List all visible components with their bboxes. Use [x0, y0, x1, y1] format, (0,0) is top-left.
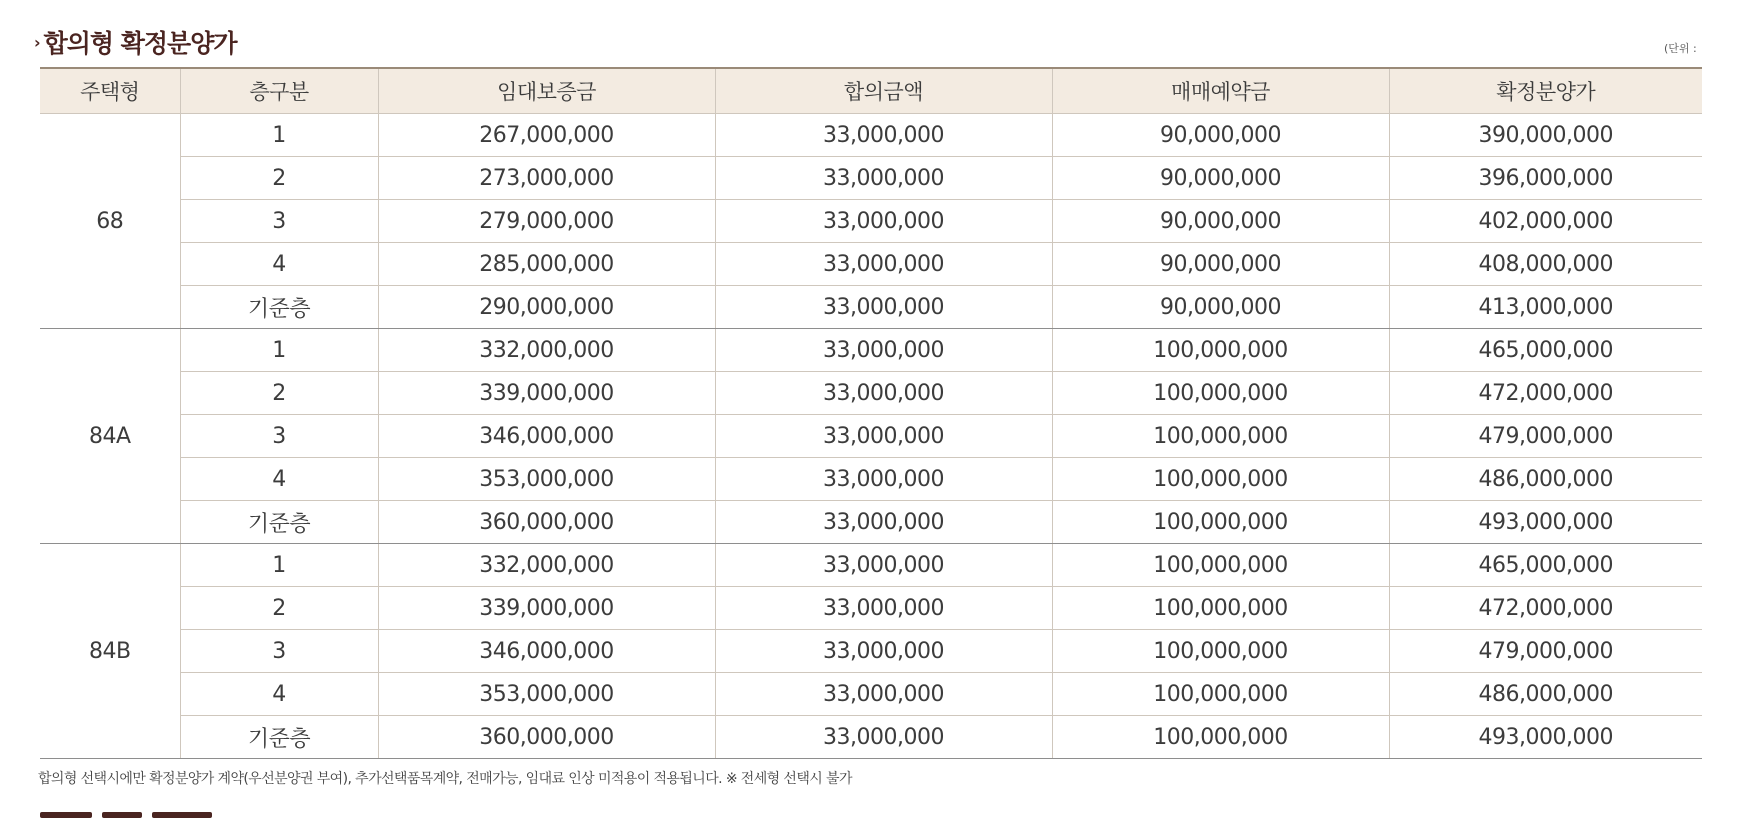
header-reservation: 매매예약금 [1052, 68, 1389, 114]
type-cell: 68 [40, 114, 180, 329]
table-row [40, 243, 1702, 286]
deposit-cell: 339,000,000 [378, 587, 715, 630]
final-price-cell: 390,000,000 [1389, 114, 1702, 157]
reservation-cell: 90,000,000 [1052, 157, 1389, 200]
table-row [40, 587, 1702, 630]
reservation-cell: 100,000,000 [1052, 716, 1389, 759]
reservation-cell: 90,000,000 [1052, 243, 1389, 286]
final-price-cell: 479,000,000 [1389, 630, 1702, 673]
header-final-price: 확정분양가 [1389, 68, 1702, 114]
agreement-cell: 33,000,000 [715, 200, 1052, 243]
floor-cell: 4 [180, 458, 378, 501]
header-deposit: 임대보증금 [378, 68, 715, 114]
table-row [40, 544, 1702, 587]
floor-cell: 3 [180, 200, 378, 243]
next-section-heading-cropped [40, 812, 220, 818]
floor-cell: 1 [180, 544, 378, 587]
deposit-cell: 285,000,000 [378, 243, 715, 286]
header-floor: 층구분 [180, 68, 378, 114]
deposit-cell: 332,000,000 [378, 544, 715, 587]
agreement-cell: 33,000,000 [715, 372, 1052, 415]
reservation-cell: 100,000,000 [1052, 372, 1389, 415]
section-title [34, 22, 237, 62]
floor-cell: 2 [180, 157, 378, 200]
floor-cell: 2 [180, 372, 378, 415]
table-row [40, 114, 1702, 157]
deposit-cell: 346,000,000 [378, 415, 715, 458]
agreement-cell: 33,000,000 [715, 587, 1052, 630]
final-price-cell: 493,000,000 [1389, 501, 1702, 544]
deposit-cell: 273,000,000 [378, 157, 715, 200]
floor-cell: 4 [180, 243, 378, 286]
table-row [40, 630, 1702, 673]
floor-cell: 기준층 [180, 286, 378, 329]
deposit-cell: 360,000,000 [378, 501, 715, 544]
agreement-cell: 33,000,000 [715, 458, 1052, 501]
section-title-text: 합의형 확정분양가 [43, 29, 237, 58]
final-price-cell: 396,000,000 [1389, 157, 1702, 200]
reservation-cell: 90,000,000 [1052, 286, 1389, 329]
final-price-cell: 465,000,000 [1389, 544, 1702, 587]
final-price-cell: 413,000,000 [1389, 286, 1702, 329]
cropped-glyph [102, 812, 142, 818]
agreement-cell: 33,000,000 [715, 329, 1052, 372]
reservation-cell: 100,000,000 [1052, 501, 1389, 544]
footnote: 합의형 선택시에만 확정분양가 계약(우선분양권 부여), 추가선택품목계약, 전매가능, 임대료 인상 미적용이 적용됩니다. ※ 전세형 선택시 불가 [38, 771, 852, 787]
deposit-cell: 360,000,000 [378, 716, 715, 759]
cropped-glyph [40, 812, 92, 818]
agreement-cell: 33,000,000 [715, 157, 1052, 200]
agreement-cell: 33,000,000 [715, 286, 1052, 329]
agreement-cell: 33,000,000 [715, 630, 1052, 673]
final-price-cell: 472,000,000 [1389, 587, 1702, 630]
table-row [40, 501, 1702, 544]
table-row [40, 157, 1702, 200]
reservation-cell: 90,000,000 [1052, 114, 1389, 157]
agreement-cell: 33,000,000 [715, 501, 1052, 544]
reservation-cell: 90,000,000 [1052, 200, 1389, 243]
type-cell: 84A [40, 329, 180, 544]
reservation-cell: 100,000,000 [1052, 673, 1389, 716]
table-row [40, 329, 1702, 372]
floor-cell: 4 [180, 673, 378, 716]
reservation-cell: 100,000,000 [1052, 415, 1389, 458]
reservation-cell: 100,000,000 [1052, 587, 1389, 630]
deposit-cell: 332,000,000 [378, 329, 715, 372]
floor-cell: 기준층 [180, 716, 378, 759]
table-row [40, 200, 1702, 243]
floor-cell: 1 [180, 329, 378, 372]
floor-cell: 3 [180, 630, 378, 673]
deposit-cell: 279,000,000 [378, 200, 715, 243]
agreement-cell: 33,000,000 [715, 415, 1052, 458]
final-price-cell: 402,000,000 [1389, 200, 1702, 243]
agreement-cell: 33,000,000 [715, 243, 1052, 286]
deposit-cell: 339,000,000 [378, 372, 715, 415]
price-table [40, 67, 1702, 759]
final-price-cell: 486,000,000 [1389, 458, 1702, 501]
floor-cell: 2 [180, 587, 378, 630]
agreement-cell: 33,000,000 [715, 673, 1052, 716]
cropped-glyph [152, 812, 212, 818]
floor-cell: 3 [180, 415, 378, 458]
deposit-cell: 353,000,000 [378, 458, 715, 501]
table-header-row [40, 68, 1702, 114]
final-price-cell: 479,000,000 [1389, 415, 1702, 458]
final-price-cell: 486,000,000 [1389, 673, 1702, 716]
deposit-cell: 353,000,000 [378, 673, 715, 716]
reservation-cell: 100,000,000 [1052, 329, 1389, 372]
deposit-cell: 267,000,000 [378, 114, 715, 157]
table-row [40, 673, 1702, 716]
final-price-cell: 493,000,000 [1389, 716, 1702, 759]
reservation-cell: 100,000,000 [1052, 458, 1389, 501]
header-agreement: 합의금액 [715, 68, 1052, 114]
floor-cell: 1 [180, 114, 378, 157]
deposit-cell: 290,000,000 [378, 286, 715, 329]
type-cell: 84B [40, 544, 180, 759]
table-row [40, 716, 1702, 759]
title-marker-icon: › [34, 32, 40, 52]
agreement-cell: 33,000,000 [715, 114, 1052, 157]
reservation-cell: 100,000,000 [1052, 630, 1389, 673]
reservation-cell: 100,000,000 [1052, 544, 1389, 587]
table-row [40, 372, 1702, 415]
final-price-cell: 465,000,000 [1389, 329, 1702, 372]
header-type: 주택형 [40, 68, 180, 114]
deposit-cell: 346,000,000 [378, 630, 715, 673]
floor-cell: 기준층 [180, 501, 378, 544]
final-price-cell: 408,000,000 [1389, 243, 1702, 286]
final-price-cell: 472,000,000 [1389, 372, 1702, 415]
table-row [40, 458, 1702, 501]
unit-note: (단위 : [1664, 42, 1697, 55]
table-row [40, 415, 1702, 458]
agreement-cell: 33,000,000 [715, 716, 1052, 759]
table-row [40, 286, 1702, 329]
agreement-cell: 33,000,000 [715, 544, 1052, 587]
